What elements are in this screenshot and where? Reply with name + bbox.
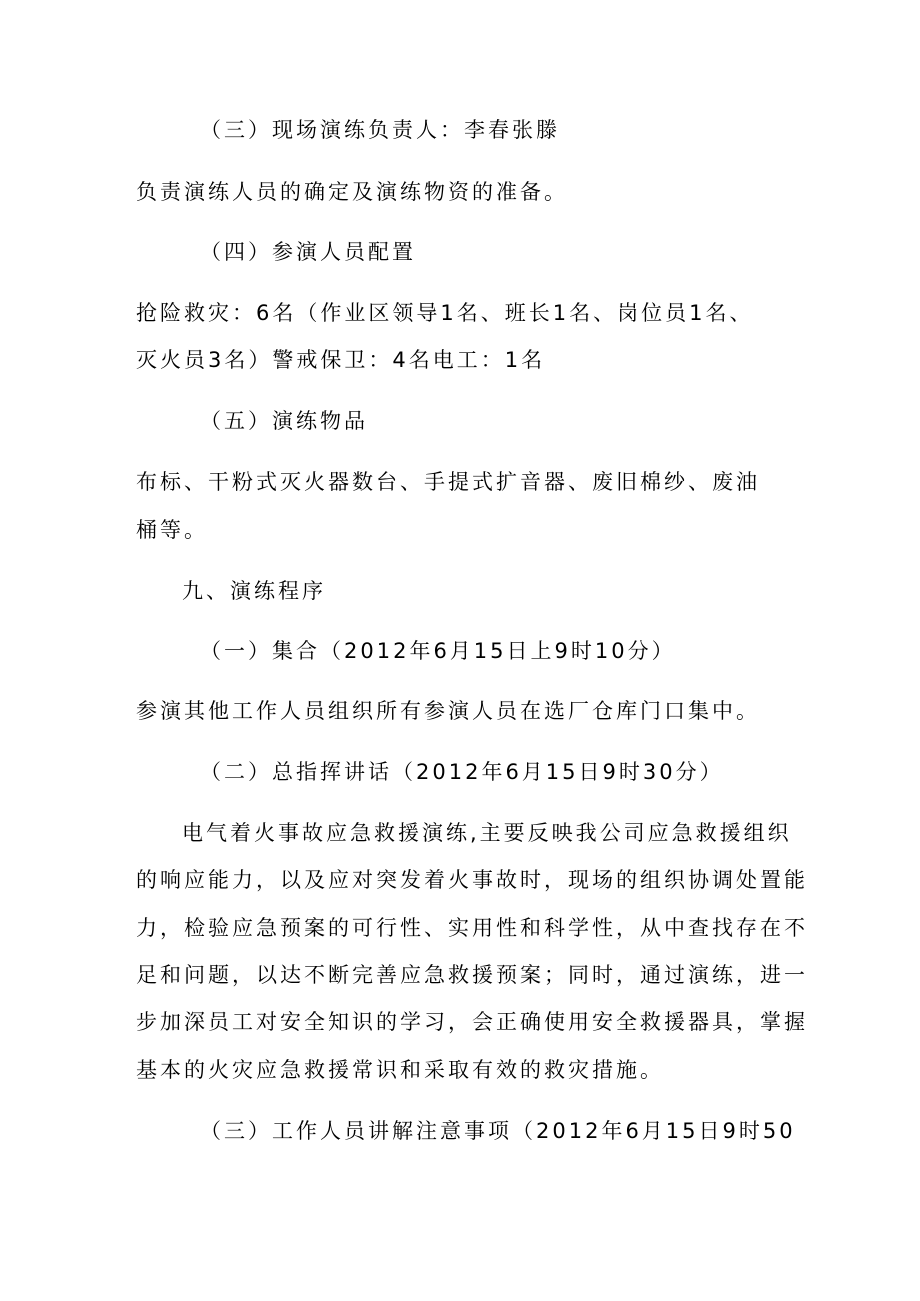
paragraph-participants-line2: 灭火员3名）警戒保卫：4名电工：1名 [136, 348, 546, 372]
paragraph-participants-line1: 抢险救灾：6名（作业区领导1名、班长1名、岗位员1名、 [136, 301, 754, 325]
paragraph-materials-line2: 桶等。 [136, 518, 208, 542]
section-heading-participants: （四）参演人员配置 [200, 240, 416, 264]
paragraph-materials-line1: 布标、干粉式灭火器数台、手提式扩音器、废旧棉纱、废油 [136, 470, 760, 494]
paragraph-speech-line3: 力，检验应急预案的可行性、实用性和科学性，从中查找存在不 [136, 916, 808, 940]
chapter-heading-drill-procedure: 九、演练程序 [182, 579, 326, 603]
paragraph-leader-duty: 负责演练人员的确定及演练物资的准备。 [136, 180, 568, 204]
section-heading-assembly: （一）集合（2012年6月15日上9时10分） [200, 639, 676, 663]
paragraph-speech-line2: 的响应能力，以及应对突发着火事故时，现场的组织协调处置能 [136, 868, 808, 892]
paragraph-speech-line5: 步加深员工对安全知识的学习，会正确使用安全救援器具，掌握 [136, 1010, 808, 1034]
paragraph-speech-line6: 基本的火灾应急救援常识和采取有效的救灾措施。 [136, 1058, 664, 1082]
paragraph-speech-line1: 电气着火事故应急救援演练,主要反映我公司应急救援组织 [182, 821, 792, 845]
section-heading-commander-speech: （二）总指挥讲话（2012年6月15日9时30分） [200, 760, 724, 784]
section-heading-safety-briefing: （三）工作人员讲解注意事项（2012年6月15日9时50 [200, 1119, 796, 1143]
paragraph-speech-line4: 足和问题，以达不断完善应急救援预案；同时，通过演练，进一 [136, 963, 808, 987]
paragraph-assembly: 参演其他工作人员组织所有参演人员在选厂仓库门口集中。 [136, 699, 760, 723]
section-heading-materials: （五）演练物品 [200, 409, 368, 433]
section-heading-site-leader: （三）现场演练负责人：李春张滕 [200, 118, 560, 142]
